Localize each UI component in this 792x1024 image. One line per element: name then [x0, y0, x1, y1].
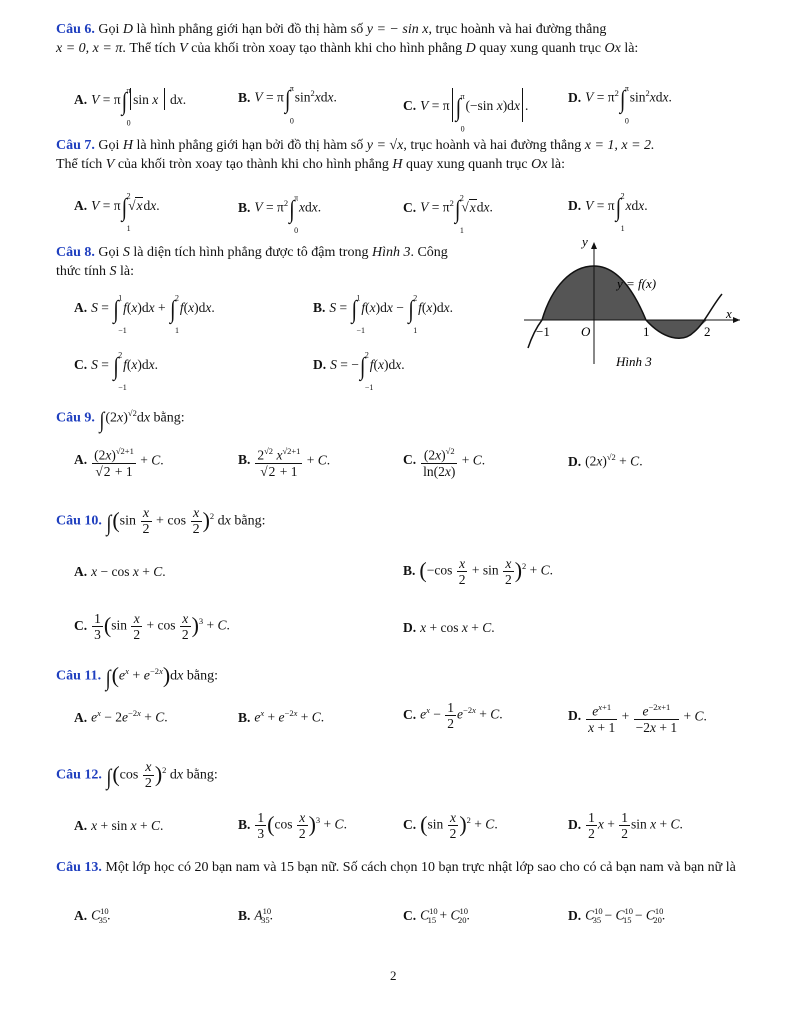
question-7	[56, 136, 740, 174]
q13-text: Một lớp học có 20 bạn nam và 15 bạn nữ. Số cách chọn 10 bạn trực nhật lớp sao cho có cả bạn nam và bạn nữ là	[105, 860, 736, 875]
q12-text: bằng:	[183, 767, 218, 783]
tick-label-1: 1	[643, 324, 650, 339]
q11-option-d: D. $\frac{e^{x+1}}{x + 1}$ + $\frac{e^{-2x+1}}{-2x + 1}$ + C.	[568, 702, 707, 735]
q6-text: của khối tròn xoay tạo thành khi cho hình phẳng	[187, 41, 466, 56]
question-6-label: Câu 6.	[56, 22, 95, 37]
q7-option-d: D. V = π∫ 2 1 xdx.	[568, 191, 648, 234]
question-12-label: Câu 12.	[56, 767, 102, 783]
tick-label-2: 2	[704, 324, 711, 339]
question-11: Câu 11. $\int(e^x + e^{-2x})dx$ bằng:	[56, 662, 218, 691]
q8-option-a: A. S = ∫ 1 −1 f(x)dx + ∫ 2 1 f(x)dx.	[74, 293, 215, 336]
q12-option-c: C. (sin $\frac{x}{2}$ )$^2$ + C.	[403, 810, 498, 841]
q9-option-a: A. $\frac{(2x)^{√2+1}}{√2 + 1}$ + C.	[74, 446, 164, 479]
q6-text: . Thể tích	[122, 41, 180, 56]
q7-var-H: H	[392, 157, 403, 172]
page-number: 2	[390, 968, 397, 983]
question-9-label: Câu 9.	[56, 410, 95, 426]
q7-text: Gọi	[98, 138, 123, 153]
q7-text: , trục hoành và hai đường thẳng	[403, 138, 585, 153]
q9-text: bằng:	[150, 410, 185, 426]
y-axis-arrow	[591, 242, 597, 249]
q6-option-a: A. V = π∫ π 0 sin x dx.	[74, 85, 187, 128]
q11-option-c: C. $e^x$ − $\frac{1}{2}$ $e^{-2x} + C$.	[403, 700, 503, 731]
q10-option-c: C. $\frac{1}{3}$ (sin $\frac{x}{2}$ + cos $\frac{x}{2}$ )$^3$ + C.	[74, 611, 230, 642]
q8-text: Gọi	[98, 245, 123, 260]
q6-var-D: D	[465, 41, 476, 56]
q11-option-a: A. $e^x - 2e^{-2x} + C$.	[74, 708, 168, 725]
q6-var-D: D	[122, 22, 134, 37]
q10-option-b: B. (−cos $\frac{x}{2}$ + sin $\frac{x}{2}$ )$^2$ + C.	[403, 556, 554, 587]
q10-text: bằng:	[230, 513, 266, 529]
q8-text: . Công	[410, 245, 448, 260]
figure-caption: Hình 3	[616, 354, 652, 369]
q6-text: quay xung quanh trục	[475, 41, 605, 56]
q6-option-b: B. V = π∫ π 0 $\sin^2xdx$.	[238, 83, 337, 125]
q8-option-c: C. S = ∫ 2 −1 f(x)dx.	[74, 350, 158, 393]
tick-label-neg1: −1	[536, 324, 550, 339]
q8-text: là:	[116, 264, 134, 279]
x-axis-label: x	[726, 306, 732, 321]
q6-axis: Ox	[604, 41, 621, 56]
q6-text: là:	[620, 41, 639, 56]
q7-text: Thể tích	[56, 157, 106, 172]
question-12: Câu 12. ∫(cos $\frac{x}{2}$ )$^2$ dx bằng:	[56, 760, 218, 791]
q7-function: y = √x	[366, 138, 404, 153]
q6-var-V: V	[179, 41, 188, 56]
question-8	[56, 243, 516, 281]
q11-option-b: B. $e^x + e^{-2x} + C$.	[238, 708, 325, 725]
q9-option-b: B. $\frac{2^{√2} x^{√2+1}}{√2 + 1}$ + C.	[238, 446, 331, 479]
q9-option-c: C. $\frac{(2x)^{√2}}{\ln(2x)}$ + C.	[403, 446, 486, 479]
question-10-label: Câu 10.	[56, 513, 102, 529]
q6-text: , trục hoành và hai đường thẳng	[428, 22, 607, 37]
q8-option-b: B. S = ∫ 1 −1 f(x)dx − ∫ 2 1 f(x)dx.	[313, 293, 454, 336]
q6-text: Gọi	[98, 22, 123, 37]
question-8-label: Câu 8.	[56, 245, 95, 260]
q8-figure-graph	[522, 236, 744, 372]
question-13-label: Câu 13.	[56, 860, 102, 875]
q6-lines: x = 0, x = π	[56, 41, 123, 56]
q8-var-S: S	[122, 245, 130, 260]
q7-text: là hình phẳng giới hạn bởi đồ thị hàm số	[133, 138, 367, 153]
q8-figure-ref: Hình 3	[371, 245, 411, 260]
q6-option-d: D. $V = \pi^2\int$ π 0 $\sin^2xdx$.	[568, 83, 672, 125]
q7-option-c: C. $V = \pi^2\int$ 2 1 √xdx.	[403, 193, 493, 235]
q6-text: là hình phẳng giới hạn bởi đồ thị hàm số	[133, 22, 367, 37]
q7-option-b: B. $V = \pi^2\int$ π 0 xdx.	[238, 193, 322, 235]
q13-option-a: A. $C^{10}_{35}$.	[74, 906, 111, 926]
curve-label: y = f(x)	[617, 276, 657, 291]
q7-lines: x = 1, x = 2.	[584, 138, 655, 153]
question-10: Câu 10. ∫(sin $\frac{x}{2}$ + cos $\frac{x}{2}$ )$^2$ dx bằng:	[56, 506, 266, 537]
y-axis-label: y	[582, 236, 588, 249]
q13-option-b: B. $A^{10}_{35}$.	[238, 906, 274, 926]
q7-text: quay xung quanh trục	[402, 157, 532, 172]
q8-option-d: D. S = −∫ 2 −1 f(x)dx.	[313, 350, 405, 393]
q7-text: là:	[547, 157, 565, 172]
question-7-label: Câu 7.	[56, 138, 95, 153]
q13-option-d: D. $C^{10}_{35} - C^{10}_{15} - C^{10}_{20}$.	[568, 906, 666, 926]
q7-option-a: A. V = π∫ 2 1 √xdx.	[74, 191, 160, 234]
question-9: Câu 9. $\int(2x)^{√2}dx$ bằng:	[56, 407, 185, 433]
q7-var-H: H	[122, 138, 134, 153]
q7-axis: Ox	[531, 157, 548, 172]
q12-option-d: D. $\frac{1}{2}$ x + $\frac{1}{2}$ sin x + C.	[568, 810, 683, 841]
q7-text: của khối tròn xoay tạo thành khi cho hình phẳng	[114, 157, 393, 172]
q10-option-a: A. x − cos x + C.	[74, 564, 166, 579]
q9-option-d: D. $(2x)^{√2} + C$.	[568, 452, 643, 469]
q11-text: bằng:	[183, 668, 218, 684]
q10-option-d: D. x + cos x + C.	[403, 620, 495, 635]
q13-option-c: C. $C^{10}_{15} + C^{10}_{20}$.	[403, 906, 470, 926]
q12-option-a: A. x + sin x + C.	[74, 818, 164, 833]
question-13	[56, 858, 740, 877]
question-6	[56, 20, 740, 58]
question-11-label: Câu 11.	[56, 668, 102, 684]
q6-function: y = − sin x	[366, 22, 429, 37]
q8-text: thức tính	[56, 264, 110, 279]
q7-var-V: V	[105, 157, 115, 172]
q8-var-S: S	[109, 264, 117, 279]
x-axis-arrow	[733, 317, 740, 323]
q8-text: là diện tích hình phẳng được tô đậm trong	[129, 245, 372, 260]
origin-label: O	[581, 324, 591, 339]
q12-option-b: B. $\frac{1}{3}$ (cos $\frac{x}{2}$ )$^3$ + C.	[238, 810, 347, 841]
q6-option-c: C. V = π ∫ π 0 (−sin x)dx .	[403, 88, 528, 122]
